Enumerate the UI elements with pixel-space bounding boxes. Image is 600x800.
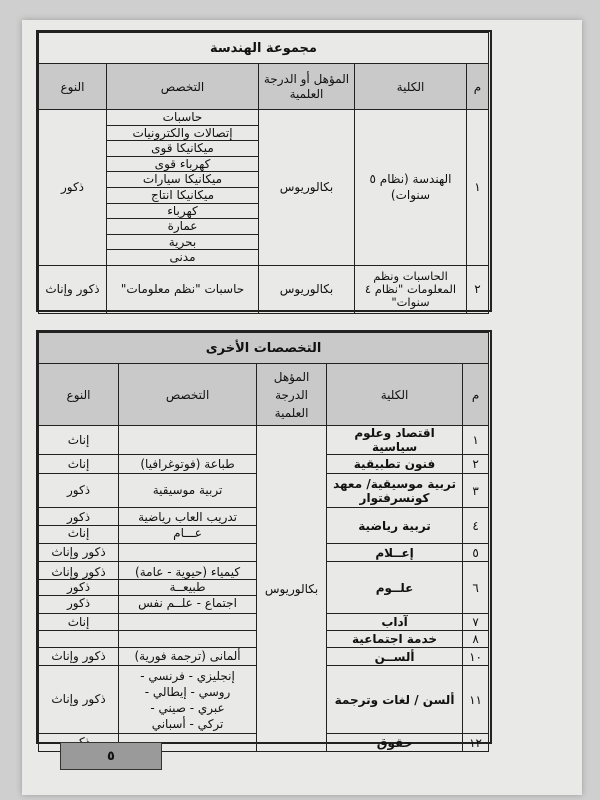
spec-list bbox=[119, 474, 257, 508]
spec-list bbox=[119, 614, 257, 631]
header-spec: التخصص bbox=[107, 64, 259, 110]
spec-list bbox=[119, 426, 257, 455]
spec-list bbox=[119, 562, 257, 614]
page-number: ٥ bbox=[60, 742, 162, 770]
faculty-cell: حقوق bbox=[327, 734, 463, 752]
row-num: ١ bbox=[463, 426, 489, 455]
spec-item: اجتماع - علــم نفس bbox=[138, 595, 237, 610]
spec-item: تركي - أسباني bbox=[151, 716, 224, 731]
row-num: ٣ bbox=[463, 474, 489, 508]
header-faculty: الكلية bbox=[355, 64, 467, 110]
degree-cell: بكالوريوس bbox=[259, 110, 355, 266]
faculty-cell: الهندسة (نظام ٥ سنوات) bbox=[355, 110, 467, 266]
faculty-cell: آداب bbox=[327, 614, 463, 631]
gender-cell: ذكور bbox=[39, 110, 107, 266]
spec-item: عـــام bbox=[173, 526, 202, 540]
gender-item: ذكور وإناث bbox=[51, 545, 106, 560]
spec-list bbox=[119, 648, 257, 666]
gender-item: ذكور bbox=[39, 510, 118, 526]
spec-item: تدريب العاب رياضية bbox=[119, 510, 256, 526]
row-num: ٦ bbox=[463, 562, 489, 614]
spec-item: ألمانى (ترجمة فورية) bbox=[134, 649, 241, 664]
row-num: ١١ bbox=[463, 666, 489, 734]
faculty-cell: ألســن bbox=[327, 648, 463, 666]
faculty-cell: ألسن / لغات وترجمة bbox=[327, 666, 463, 734]
faculty-cell: الحاسبات ونظم المعلومات "نظام ٤ سنوات" bbox=[355, 265, 467, 313]
faculty-cell: تربية رياضية bbox=[327, 508, 463, 544]
row-num: ٢ bbox=[467, 265, 489, 313]
gender-list bbox=[39, 426, 119, 455]
spec-list bbox=[119, 666, 257, 734]
gender-item: ذكور bbox=[66, 483, 91, 498]
row-num: ٧ bbox=[463, 614, 489, 631]
header-degree: المؤهل أو الدرجة العلمية bbox=[259, 64, 355, 110]
gender-item: إناث bbox=[67, 614, 90, 629]
spec-item: ميكانيكا قوى bbox=[107, 141, 258, 157]
spec-item: كهرباء قوى bbox=[107, 157, 258, 173]
spec-item: ميكانيكا انتاج bbox=[107, 188, 258, 204]
gender-item: ذكور وإناث bbox=[51, 692, 106, 707]
spec-item: بحرية bbox=[107, 235, 258, 251]
spec-item: حاسبات bbox=[107, 110, 258, 126]
degree-cell: بكالوريوس bbox=[259, 265, 355, 313]
row-num: ٤ bbox=[463, 508, 489, 544]
gender-item: إناث bbox=[67, 432, 90, 447]
spec-list bbox=[119, 508, 257, 544]
row-num: ١ bbox=[467, 110, 489, 266]
faculty-cell: إعــلام bbox=[327, 544, 463, 562]
gender-item: ذكور وإناث bbox=[39, 565, 118, 581]
header-num: م bbox=[463, 364, 489, 426]
gender-list bbox=[39, 455, 119, 474]
gender-list bbox=[39, 544, 119, 562]
row-num: ١٢ bbox=[463, 734, 489, 752]
gender-list bbox=[39, 508, 119, 544]
faculty-cell: علــوم bbox=[327, 562, 463, 614]
spec-item: طباعة (فوتوغرافيا) bbox=[140, 456, 235, 471]
gender-list bbox=[39, 666, 119, 734]
engineering-title: مجموعة الهندسة bbox=[39, 33, 489, 64]
gender-item: ذكور bbox=[66, 595, 91, 610]
header-faculty: الكلية bbox=[327, 364, 463, 426]
spec-item: ميكانيكا سيارات bbox=[107, 172, 258, 188]
gender-cell: ذكور وإناث bbox=[39, 265, 107, 313]
spec-list bbox=[119, 544, 257, 562]
spec-item: كهرباء bbox=[107, 204, 258, 220]
table-row bbox=[39, 426, 489, 455]
spec-item: إتصالات والكترونيات bbox=[107, 126, 258, 142]
spec-cell: حاسبات "نظم معلومات" bbox=[107, 265, 259, 313]
gender-item: ذكور وإناث bbox=[51, 649, 106, 664]
spec-item: مدنى bbox=[169, 250, 196, 265]
faculty-cell: اقتصاد وعلوم سياسية bbox=[327, 426, 463, 455]
gender-list bbox=[39, 562, 119, 614]
header-num: م bbox=[467, 64, 489, 110]
gender-item: إناث bbox=[67, 456, 90, 471]
gender-item: ذكور bbox=[39, 580, 118, 596]
row-num: ١٠ bbox=[463, 648, 489, 666]
header-spec: التخصص bbox=[119, 364, 257, 426]
row-num: ٢ bbox=[463, 455, 489, 474]
spec-item: طبيعــة bbox=[119, 580, 256, 596]
spec-item: عبري - صيني - bbox=[150, 700, 225, 715]
spec-list bbox=[119, 455, 257, 474]
degree-cell: بكالوريوس bbox=[257, 426, 327, 752]
spec-list bbox=[107, 110, 259, 266]
row-num: ٥ bbox=[463, 544, 489, 562]
row-num: ٨ bbox=[463, 631, 489, 648]
faculty-cell: خدمة اجتماعية bbox=[327, 631, 463, 648]
header-gender: النوع bbox=[39, 64, 107, 110]
spec-item: عمارة bbox=[107, 219, 258, 235]
faculty-cell: تربية موسيقية/ معهد كونسرفتوار bbox=[327, 474, 463, 508]
spec-item: تربية موسيقية bbox=[152, 483, 223, 498]
spec-list bbox=[119, 631, 257, 648]
spec-item: إنجليزي - فرنسي - bbox=[140, 668, 235, 683]
engineering-table bbox=[38, 32, 489, 314]
other-table bbox=[38, 332, 489, 752]
other-title: التخصصات الأخرى bbox=[39, 333, 489, 364]
gender-list bbox=[39, 474, 119, 508]
gender-list bbox=[39, 631, 119, 648]
gender-list bbox=[39, 648, 119, 666]
header-degree: المؤهل الدرجة العلمية bbox=[257, 364, 327, 426]
spec-item: روسي - إيطالي - bbox=[144, 684, 231, 699]
gender-list bbox=[39, 614, 119, 631]
gender-item: إناث bbox=[67, 526, 90, 540]
spec-item: كيمياء (حيوية - عامة) bbox=[119, 565, 256, 581]
faculty-cell: فنون تطبيقية bbox=[327, 455, 463, 474]
header-gender: النوع bbox=[39, 364, 119, 426]
